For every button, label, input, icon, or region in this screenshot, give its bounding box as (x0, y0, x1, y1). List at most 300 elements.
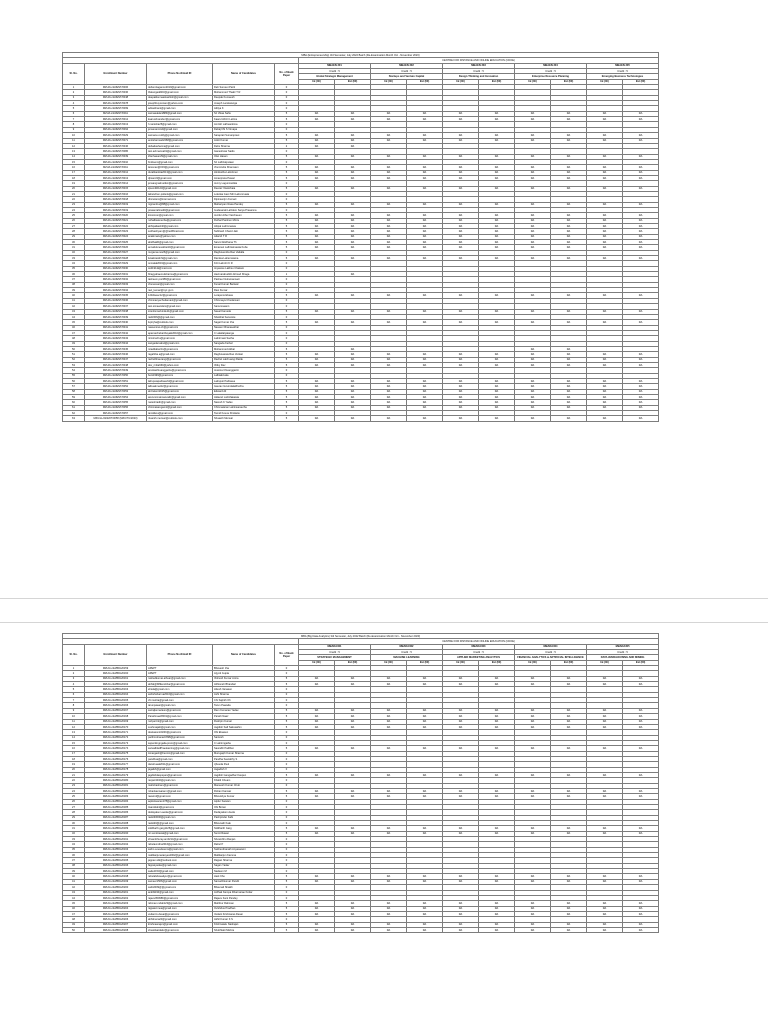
result-cell: RA (515, 906, 551, 911)
result-cell: RA (515, 911, 551, 916)
result-cell: RA (407, 245, 443, 250)
back-paper-count-cell: 5 (275, 676, 299, 681)
result-cell: RA (587, 138, 623, 143)
result-cell: RA (551, 352, 587, 357)
result-cell: RA (371, 906, 407, 911)
enrollment-cell: MZU/LL/22/BDA/0184 (85, 799, 147, 804)
internal-marks-header: Int (30) (515, 660, 551, 665)
result-cell: RA (479, 165, 515, 170)
serial-cell: 61 (63, 405, 85, 410)
contact-cell: ttsamkkk4@gmail.com (147, 805, 213, 810)
enrollment-cell: MZU/LL/22/ENT/0016 (85, 191, 147, 196)
contact-cell: deepakkumaarkashish@gmail.com (147, 95, 213, 100)
candidate-name-cell: Amanpreta Pawal (213, 175, 275, 180)
result-cell: RA (299, 405, 335, 410)
serial-cell: 9 (63, 708, 85, 713)
subject-code: MBADA304 (515, 644, 587, 649)
sheet-title: MBA (Big Data Analytics) 3rd Semester, July 2022 Batch (Re-Examination Month Oct - November 2023) (63, 634, 659, 639)
candidate-name-cell: Lalbiakzuala (213, 373, 275, 378)
back-paper-count-cell: 0 (275, 762, 299, 767)
candidate-name-cell: Sumit Rawat (213, 831, 275, 836)
serial-cell: 63 (63, 416, 85, 421)
serial-header: Sl. No. (63, 644, 85, 665)
internal-marks-header: Int (30) (371, 79, 407, 84)
result-cell: RA (623, 138, 659, 143)
contact-cell: rohankanwaran.t@gmail.com (147, 788, 213, 793)
result-cell: RA (335, 874, 371, 879)
result-cell: RA (443, 293, 479, 298)
result-cell: RA (479, 719, 515, 724)
candidate-name-cell: Mahariyam Rasa Pandey (213, 202, 275, 207)
enrollment-cell: MZU/LL/22/ENT/0020 (85, 213, 147, 218)
back-paper-count-cell: 5 (275, 111, 299, 116)
candidate-name-cell: Mahibur Rahman (213, 901, 275, 906)
result-cell: RA (479, 229, 515, 234)
result-cell: RA (371, 794, 407, 799)
back-paper-count-cell: 0 (275, 805, 299, 810)
candidate-name-cell: Mallikarjun Kamma (213, 853, 275, 858)
result-cell: RA (515, 378, 551, 383)
contact-cell: sushmajaiit@gmail.com (147, 724, 213, 729)
result-cell: RA (479, 676, 515, 681)
internal-marks-header: Int (30) (587, 79, 623, 84)
serial-cell: 42 (63, 885, 85, 890)
result-cell: RA (479, 111, 515, 116)
result-cell: RA (371, 384, 407, 389)
back-paper-count-cell: 0 (275, 298, 299, 303)
result-cell: RA (623, 245, 659, 250)
serial-cell: 37 (63, 277, 85, 282)
serial-cell: 17 (63, 170, 85, 175)
contact-cell: ali.bwlent2015@gmail.com (147, 389, 213, 394)
result-cell: RA (623, 165, 659, 170)
result-cell: RA (479, 794, 515, 799)
result-cell: RA (371, 831, 407, 836)
result-cell: RA (299, 175, 335, 180)
result-cell: RA (515, 772, 551, 777)
candidate-name-cell: Jagdish Gangadhar Kaspen (213, 772, 275, 777)
result-cell: RA (551, 682, 587, 687)
enrollment-cell: MZU/LL/22/ENT/0041 (85, 325, 147, 330)
result-cell: RA (623, 719, 659, 724)
serial-cell: 23 (63, 783, 85, 788)
subject-credit: Credit : 5 (371, 650, 443, 655)
serial-cell: 5 (63, 106, 85, 111)
result-cell: RA (551, 788, 587, 793)
serial-cell: 18 (63, 175, 85, 180)
enrollment-cell: MZU/LL/22/BDA/0181 (85, 783, 147, 788)
external-marks-header: Ext (60) (551, 660, 587, 665)
result-cell: RA (587, 218, 623, 223)
back-paper-count-cell: 5 (275, 138, 299, 143)
result-cell: RA (623, 708, 659, 713)
result-cell: RA (587, 175, 623, 180)
result-cell: RA (551, 229, 587, 234)
candidate-name-cell: Pashpinder Kabi (213, 815, 275, 820)
result-cell: RA (479, 362, 515, 367)
contact-cell: abidhakl0@gmail.com (147, 240, 213, 245)
enrollment-cell: MZU/LL/22/ENT/0039 (85, 154, 147, 159)
candidate-name-cell: Vishesh Kumar Arora (213, 676, 275, 681)
result-cell: RA (407, 320, 443, 325)
contact-cell: Amargash@hennin@gmail.com (147, 751, 213, 756)
result-cell: RA (623, 133, 659, 138)
result-cell: RA (335, 133, 371, 138)
result-cell: RA (299, 831, 335, 836)
serial-cell: 43 (63, 890, 85, 895)
enrollment-cell: MZU/LL/22/ENT/0048 (85, 95, 147, 100)
contact-cell: sameer1566@gmail.com (147, 879, 213, 884)
back-paper-count-cell: 5 (275, 362, 299, 367)
candidate-name-cell: Chinmaya Chudamani (213, 298, 275, 303)
result-cell: RA (371, 395, 407, 400)
candidate-name-cell: Jjbuuda Paul (213, 762, 275, 767)
result-cell: RA (407, 874, 443, 879)
contact-cell: ruzipar.ful@gmail.com (147, 719, 213, 724)
result-cell: RA (587, 245, 623, 250)
back-paper-count-cell: 5 (275, 293, 299, 298)
result-cell: RA (551, 218, 587, 223)
result-cell: RA (515, 724, 551, 729)
contact-cell: ruthalfastenerba@gmail.com (147, 218, 213, 223)
serial-cell: 8 (63, 122, 85, 127)
serial-cell: 24 (63, 207, 85, 212)
serial-cell: 57 (63, 384, 85, 389)
result-cell: RA (407, 378, 443, 383)
serial-cell: 11 (63, 719, 85, 724)
enrollment-cell: MZU/LL/22/BDA/0206 (85, 917, 147, 922)
serial-cell: 45 (63, 901, 85, 906)
enrollment-cell: MZU/LL/22/BDA/0174 (85, 746, 147, 751)
candidate-name-cell: Jhumindra Khamsam (213, 165, 275, 170)
result-cell: RA (335, 788, 371, 793)
result-cell: RA (515, 202, 551, 207)
result-cell: RA (335, 202, 371, 207)
candidate-name-cell: Gaurav Govindaladfruzha (213, 384, 275, 389)
candidate-name-cell: Krishnatatu Nadrajan (213, 922, 275, 927)
candidate-name-cell: Shvambhu Ranjan (213, 837, 275, 842)
result-cell: RA (443, 229, 479, 234)
result-cell: RA (407, 416, 443, 421)
result-cell: RA (371, 874, 407, 879)
result-cell: RA (407, 202, 443, 207)
result-cell: RA (443, 788, 479, 793)
serial-cell: 41 (63, 879, 85, 884)
serial-cell: 4 (63, 682, 85, 687)
back-paper-count-cell: 0 (275, 191, 299, 196)
result-cell: RA (515, 405, 551, 410)
result-cell: RA (515, 165, 551, 170)
back-paper-count-cell: 5 (275, 746, 299, 751)
contact-cell: mallikarjunaraoyes2002@gmail.com (147, 853, 213, 858)
result-cell: RA (587, 357, 623, 362)
result-cell: RA (587, 186, 623, 191)
contact-cell: luisabrasilnhi@gmail.com (147, 256, 213, 261)
enrollment-cell: MZU/LL/22/ENT/0027 (85, 250, 147, 255)
result-cell: RA (551, 416, 587, 421)
serial-cell: 8 (63, 703, 85, 708)
result-cell: RA (299, 874, 335, 879)
result-cell: RA (299, 352, 335, 357)
candidate-name-cell: Lalrupuii Parfauea (213, 378, 275, 383)
serial-cell: 49 (63, 341, 85, 346)
back-paper-count-cell: 5 (275, 256, 299, 261)
result-cell: RA (623, 256, 659, 261)
back-paper-count-cell: 5 (275, 788, 299, 793)
candidate-name-cell: Sheikhal Sanvoste (213, 314, 275, 319)
result-cell: RA (587, 362, 623, 367)
contact-cell: jensangnalmeitkin@gmail.com (147, 181, 213, 186)
candidate-name-cell: Bhavnath Kale (213, 821, 275, 826)
result-cell: RA (515, 384, 551, 389)
serial-cell: 4 (63, 101, 85, 106)
enrollment-cell: MZU/LL/22/ENT/0015 (85, 186, 147, 191)
back-paper-count-cell: 5 (275, 927, 299, 932)
enrollment-cell: MZU/LL/22/BDA/0175 (85, 751, 147, 756)
enrollment-cell: MZU/LL/22/ENT/0014 (85, 181, 147, 186)
result-cell: RA (587, 826, 623, 831)
result-cell: RA (371, 240, 407, 245)
back-paper-count-cell: 0 (275, 106, 299, 111)
result-cell: RA (623, 927, 659, 932)
result-cell: RA (551, 170, 587, 175)
internal-marks-header: Int (30) (443, 660, 479, 665)
result-cell: RA (479, 826, 515, 831)
candidate-name-cell: Aklavaz Lalrinfakawia (213, 395, 275, 400)
candidate-name-cell: Abipal Lalrinmawia (213, 224, 275, 229)
contact-cell: ankit9190@gmail.com (147, 890, 213, 895)
contact-cell: sirenlismerkinde11@gmail.com (147, 309, 213, 314)
contact-cell: krishnasrajen@gmail.com (147, 922, 213, 927)
result-cell: RA (587, 874, 623, 879)
enrollment-cell: MZU/LL/22/ENT/0035 (85, 293, 147, 298)
candidate-name-cell: Saurabh Padlhen (213, 746, 275, 751)
contact-cell: radol30000@gmail.com (147, 815, 213, 820)
result-cell: RA (335, 213, 371, 218)
contact-cell: anakimaru@yahoo.com (147, 234, 213, 239)
result-cell: RA (551, 772, 587, 777)
contact-cell: josephbuyonnam@yahoo.com (147, 101, 213, 106)
result-cell: RA (551, 309, 587, 314)
result-cell: RA (299, 218, 335, 223)
candidate-name-cell: Jagadish V (213, 767, 275, 772)
enrollment-cell: MZU/LL/22/ENT/0049 (85, 368, 147, 373)
enrollment-cell: MZU/LL/22/ENT/0042 (85, 330, 147, 335)
result-cell: RA (371, 117, 407, 122)
candidate-name-cell: Joseph Lamkawnga (213, 101, 275, 106)
result-cell: RA (407, 111, 443, 116)
subject-code: MBAEN 305 (587, 63, 659, 68)
contact-cell: mr.sumitrawat@gmail.com (147, 831, 213, 836)
result-cell: RA (587, 293, 623, 298)
result-cell: RA (443, 911, 479, 916)
enrollment-cell: MZU/LL/22/BDA/0177 (85, 762, 147, 767)
enrollment-cell: MZU/LL/22/ENT/0024 (85, 234, 147, 239)
result-cell: RA (587, 405, 623, 410)
contact-header: Phone No./Email ID (147, 63, 213, 84)
result-cell: RA (371, 245, 407, 250)
result-cell: RA (443, 879, 479, 884)
back-paper-count-cell: 5 (275, 772, 299, 777)
candidate-name-cell: Jagdish Saif Sakusaihm (213, 724, 275, 729)
enrollment-cell: MZU/LL/22/ENT/0012 (85, 170, 147, 175)
contact-cell: chinmataregamd@gmail.com (147, 405, 213, 410)
back-paper-count-cell: 5 (275, 133, 299, 138)
result-cell: RA (551, 202, 587, 207)
candidate-name-cell: Obi Brown (213, 805, 275, 810)
result-cell: RA (371, 213, 407, 218)
enrollment-cell: MZU/LL/22/ENT/0037 (85, 304, 147, 309)
result-cell: RA (515, 346, 551, 351)
result-cell: RA (299, 389, 335, 394)
candidate-name-cell: Ruthal Parshen Mirza (213, 218, 275, 223)
serial-cell: 50 (63, 927, 85, 932)
contact-cell: Parathnaaz8001@gmail.com (147, 714, 213, 719)
result-cell: RA (479, 788, 515, 793)
serial-cell: 42 (63, 304, 85, 309)
result-cell: RA (479, 922, 515, 927)
result-cell: RA (299, 384, 335, 389)
result-cell: RA (443, 901, 479, 906)
result-cell: RA (551, 400, 587, 405)
contact-cell: parthmohanad.f998@gmail.com (147, 735, 213, 740)
contact-cell: danshuaal2011@gmail.com (147, 762, 213, 767)
result-cell: RA (479, 879, 515, 884)
contact-cell: sahm.a.sevkeems@gmail.com (147, 847, 213, 852)
result-cell: RA (371, 405, 407, 410)
back-paper-count-cell: 0 (275, 207, 299, 212)
result-cell: RA (551, 362, 587, 367)
result-cell: RA (443, 357, 479, 362)
serial-cell: 22 (63, 197, 85, 202)
back-paper-count-cell: 5 (275, 384, 299, 389)
subject-title: Design Thinking and Innovation (443, 74, 515, 79)
external-marks-header: Ext (60) (623, 660, 659, 665)
enrollment-cell: MZU/LL/22/BDA/0202 (85, 895, 147, 900)
back-paper-count-cell: 0 (275, 767, 299, 772)
subject-code: MBAEN 303 (443, 63, 515, 68)
back-paper-count-cell: 5 (275, 234, 299, 239)
enrollment-cell: MZU/LL/22/ENT/0086 (85, 149, 147, 154)
back-paper-count-cell: 5 (275, 165, 299, 170)
back-paper-count-cell: 0 (275, 159, 299, 164)
result-cell: RA (335, 708, 371, 713)
internal-marks-header: Int (30) (299, 79, 335, 84)
result-cell: RA (371, 911, 407, 916)
enrollment-cell: MZU/LL/22/ENT/0029 (85, 133, 147, 138)
result-cell: RA (551, 186, 587, 191)
subject-code: MBAEN 302 (371, 63, 443, 68)
result-cell: RA (479, 906, 515, 911)
result-cell: RA (371, 746, 407, 751)
contact-cell: APEPT (147, 666, 213, 671)
result-cell: RA (479, 218, 515, 223)
back-paper-count-cell: 5 (275, 154, 299, 159)
back-paper-count-cell: 5 (275, 186, 299, 191)
serial-cell: 20 (63, 767, 85, 772)
enrollment-cell: MZU/LL/22/ENT/0044 (85, 341, 147, 346)
contact-cell: djmanzil@gmail.com (147, 175, 213, 180)
back-paper-count-cell: 5 (275, 389, 299, 394)
result-cell: RA (443, 117, 479, 122)
result-cell: RA (443, 746, 479, 751)
contact-cell: saimanu.reddy@gmail.com (147, 133, 213, 138)
result-cell: RA (443, 927, 479, 932)
result-cell: RA (551, 826, 587, 831)
candidate-name-cell: Sarvul Abidhana Th (213, 240, 275, 245)
result-cell: RA (479, 724, 515, 729)
serial-cell: 30 (63, 821, 85, 826)
enrollment-cell: MZU/LL/22/ENT/0046 (85, 143, 147, 148)
result-cell: RA (587, 133, 623, 138)
serial-cell: 36 (63, 272, 85, 277)
result-cell: RA (371, 229, 407, 234)
result-cell: RA (479, 352, 515, 357)
result-cell: RA (299, 416, 335, 421)
back-paper-count-cell: 0 (275, 895, 299, 900)
result-cell: RA (587, 256, 623, 261)
enrollment-cell: MZU/LL/22/ENT/0022 (85, 224, 147, 229)
candidate-name-cell: Vedant Krishnarao Desai (213, 911, 275, 916)
result-cell: RA (371, 224, 407, 229)
back-paper-count-cell: 0 (275, 837, 299, 842)
enrollment-cell: MZU/LL/22/ENT/0023 (85, 229, 147, 234)
enrollment-cell: MZU/LL/22/BDA/0195 (85, 858, 147, 863)
contact-cell: abhik@b89ensbhar@gmail.com (147, 682, 213, 687)
result-cell: RA (371, 309, 407, 314)
back-paper-count-cell: 0 (275, 261, 299, 266)
result-cell: RA (371, 922, 407, 927)
result-cell: RA (587, 922, 623, 927)
result-cell: RA (443, 245, 479, 250)
result-cell: RA (587, 395, 623, 400)
contact-cell: saibi2009@@gmail.com (147, 885, 213, 890)
serial-cell: 39 (63, 869, 85, 874)
result-cell: RA (299, 245, 335, 250)
serial-cell: 47 (63, 911, 85, 916)
result-cell: RA (587, 117, 623, 122)
enrollment-cell: MZU/LL/22/ENT/0099 (85, 106, 147, 111)
back-paper-count-cell: 0 (275, 703, 299, 708)
result-cell: RA (407, 400, 443, 405)
result-cell: RA (623, 293, 659, 298)
contact-cell: ashishsharma2016@gmail.com (147, 692, 213, 697)
result-cell: RA (515, 927, 551, 932)
candidate-name-cell: Tamid Kouva Kholiarie (213, 411, 275, 416)
serial-cell: 31 (63, 826, 85, 831)
subject-title: STRATEGIC MANAGEMENT (299, 655, 371, 660)
contact-cell: test.simaanders@gmail.com (147, 304, 213, 309)
result-cell: RA (515, 788, 551, 793)
result-cell: RA (335, 170, 371, 175)
contact-cell: vedant.k.desai@gmail.com (147, 911, 213, 916)
enrollment-cell: MZU/LL/22/BDA/0194 (85, 853, 147, 858)
result-cell: RA (335, 879, 371, 884)
enrollment-cell: MZU/LL/22/BDA/0167 (85, 708, 147, 713)
result-cell: RA (551, 346, 587, 351)
result-cell: RA (371, 719, 407, 724)
result-cell: RA (515, 746, 551, 751)
back-paper-count-cell: 5 (275, 245, 299, 250)
serial-cell: 43 (63, 309, 85, 314)
serial-cell: 2 (63, 671, 85, 676)
result-cell: RA (587, 309, 623, 314)
result-cell: RA (551, 154, 587, 159)
contact-cell: lalrupuiaparfauerld@gmail.com (147, 378, 213, 383)
enrollment-cell: MZU/LL/22/ENT/0029 (85, 261, 147, 266)
back-paper-count-cell: 0 (275, 122, 299, 127)
result-cell: RA (335, 224, 371, 229)
